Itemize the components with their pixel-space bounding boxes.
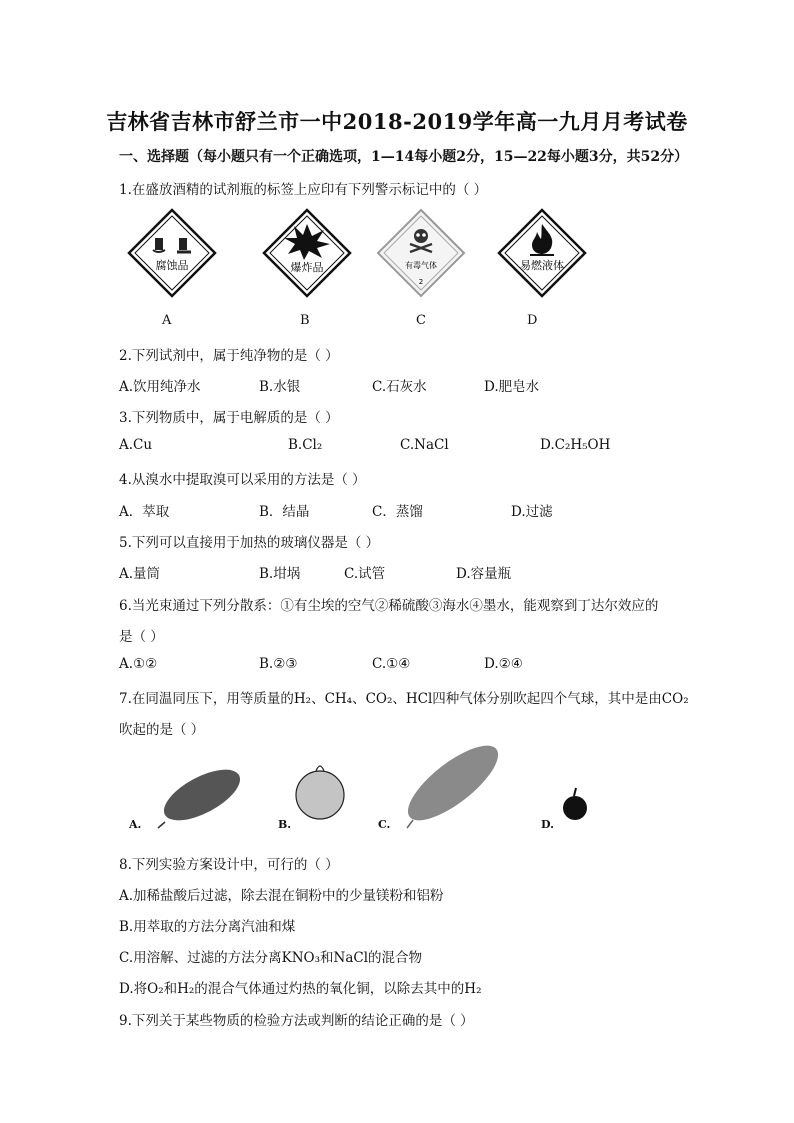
question-7-stem: 7.在同温同压下，用等质量的H₂、CH₄、CO₂、HCl四种气体分别吹起四个气球，其中是由CO₂ (119, 691, 689, 707)
q4-option-d: D.过滤 (511, 504, 553, 520)
balloon-b-label: B. (278, 818, 292, 831)
q6-option-c: C.①④ (372, 656, 411, 672)
page-title: 吉林省吉林市舒兰市一中2018-2019学年高一九月月考试卷 (106, 109, 688, 134)
q3-option-b: B.Cl₂ (288, 437, 323, 453)
question-3-stem: 3.下列物质中，属于电解质的是（ ） (119, 410, 339, 426)
q6-option-b: B.②③ (259, 656, 298, 672)
q5-option-d: D.容量瓶 (456, 566, 512, 582)
sign-d-letter: D (527, 313, 538, 328)
corrosive-sign-icon (127, 208, 217, 298)
balloon-d-image (555, 778, 595, 833)
q6-option-a: A.①② (119, 656, 158, 672)
q8-option-a: A.加稀盐酸后过滤，除去混在铜粉中的少量镁粉和铝粉 (119, 888, 444, 904)
q4-option-b: B．结晶 (259, 504, 310, 520)
q8-option-d: D.将O₂和H₂的混合气体通过灼热的氧化铜，以除去其中的H₂ (119, 981, 482, 997)
q3-option-c: C.NaCl (400, 437, 449, 453)
section-heading: 一、选择题（每小题只有一个正确选项，1—14每小题2分，15—22每小题3分，共52分） (119, 149, 689, 165)
q4-option-c: C．蒸馏 (372, 504, 423, 520)
question-8-stem: 8.下列实验方案设计中，可行的（ ） (119, 857, 339, 873)
flammable-liquid-sign-icon (497, 208, 587, 298)
question-9-stem: 9.下列关于某些物质的检验方法或判断的结论正确的是（ ） (119, 1013, 474, 1029)
sign-c-text: 有毒气体 (405, 261, 437, 270)
q5-option-a: A.量筒 (119, 566, 161, 582)
q2-option-a: A.饮用纯净水 (119, 379, 201, 395)
q2-option-b: B.水银 (259, 379, 301, 395)
q8-option-c: C.用溶解、过滤的方法分离KNO₃和NaCl的混合物 (119, 950, 423, 966)
sign-b-text: 爆炸品 (290, 261, 324, 274)
question-6-stem: 6.当光束通过下列分散系：①有尘埃的空气②稀硫酸③海水④墨水，能观察到丁达尔效应的 (119, 598, 659, 614)
q5-option-b: B.坩埚 (259, 566, 301, 582)
q3-option-d: D.C₂H₅OH (540, 437, 611, 453)
question-6-stem-cont: 是（ ） (119, 629, 164, 645)
balloon-c-label: C. (378, 818, 391, 831)
question-4-stem: 4.从溴水中提取溴可以采用的方法是（ ） (119, 472, 366, 488)
balloon-a-label: A. (129, 818, 142, 831)
q8-option-b: B.用萃取的方法分离汽油和煤 (119, 919, 296, 935)
balloon-d-label: D. (541, 818, 554, 831)
question-1-stem: 1.在盛放酒精的试剂瓶的标签上应印有下列警示标记中的（ ） (119, 182, 488, 198)
q6-option-d: D.②④ (484, 656, 523, 672)
q2-option-c: C.石灰水 (372, 379, 427, 395)
sign-d-text: 易燃液体 (520, 259, 564, 272)
q4-option-a: A．萃取 (119, 504, 170, 520)
q5-option-c: C.试管 (344, 566, 386, 582)
balloon-b-image (290, 740, 360, 835)
toxic-gas-sign-icon (376, 208, 466, 298)
q3-option-a: A.Cu (119, 437, 153, 453)
sign-a-letter: A (162, 313, 172, 328)
question-2-stem: 2.下列试剂中，属于纯净物的是（ ） (119, 348, 339, 364)
sign-c-letter: C (416, 313, 426, 328)
question-7-stem-cont: 吹起的是（ ） (119, 722, 205, 738)
balloon-a-image (150, 740, 245, 835)
q2-option-d: D.肥皂水 (484, 379, 540, 395)
question-5-stem: 5.下列可以直接用于加热的玻璃仪器是（ ） (119, 535, 380, 551)
sign-b-letter: B (300, 313, 310, 328)
balloon-c-image (395, 738, 505, 838)
explosive-sign-icon (262, 208, 352, 298)
sign-a-text: 腐蚀品 (155, 259, 189, 272)
sign-c-number: 2 (418, 278, 424, 286)
